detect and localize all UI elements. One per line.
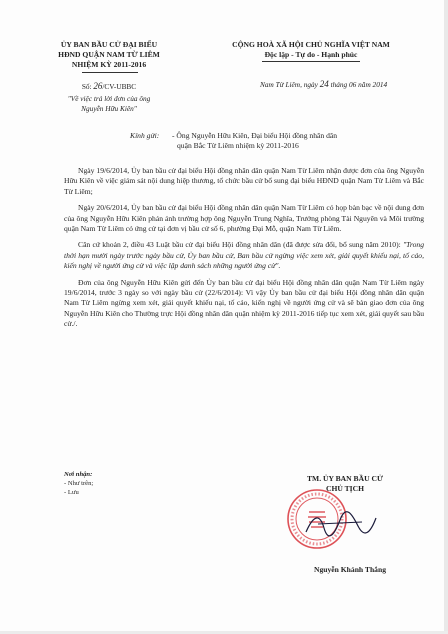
subject-line-1: "Về việc trả lời đơn của ông xyxy=(67,94,151,103)
handwritten-signature-icon xyxy=(300,510,380,540)
place-date-prefix: Nam Từ Liêm, ngày xyxy=(260,80,318,89)
national-motto: Độc lập - Tự do - Hạnh phúc xyxy=(264,50,358,59)
motto-underline xyxy=(262,61,360,62)
addressee-line-2: quận Bắc Từ Liêm nhiệm kỳ 2011-2016 xyxy=(177,141,299,151)
national-header xyxy=(200,40,422,60)
recipients-title: Nơi nhận: xyxy=(64,471,93,478)
number-prefix: Số: xyxy=(81,82,92,91)
national-title: CỘNG HOÀ XÃ HỘI CHỦ NGHĨA VIỆT NAM xyxy=(232,40,390,49)
addressee-block xyxy=(130,131,430,151)
paragraph-3-quote: "Trong thời hạn mười ngày trước ngày bầu cử, Ủy ban bầu cử, Ban bầu cử ngừng việc xem xét, giải quyết khiếu nại, tố cáo, kiến nghị về người ứng cử và việc lập danh sách những người ứng cử". xyxy=(64,240,424,271)
date-year: 2014 xyxy=(372,80,388,89)
authority-line-3: NHIỆM KỲ 2011-2016 xyxy=(71,60,147,69)
paragraph-3 xyxy=(64,240,424,271)
paragraph-1: Ngày 19/6/2014, Ủy ban bầu cử đại biểu Hội đồng nhân dân quận Nam Từ Liêm nhận được đơn của ông Nguyễn Hữu Kiên về việc giám sát nội dung hiệp thương, tổ chức bầu cử bổ sung đại biểu HĐND quận Nam Từ Liêm và Bắc Từ Liêm; xyxy=(64,166,424,196)
issuing-authority xyxy=(38,40,180,70)
recipients-item-1: - Như trên; xyxy=(64,480,94,487)
subject-line-2: Nguyễn Hữu Kiên" xyxy=(81,103,137,113)
paragraph-2: Ngày 20/6/2014, Ủy ban bầu cử đại biểu Hội đồng nhân dân quận Nam Từ Liêm có họp bàn bạc về nội dung đơn của ông Nguyễn Hữu Kiên phản ánh trường hợp ông Nguyễn Trung Nghĩa, Trưởng phòng Tài Nguyên và Môi trường quận Nam Từ Liêm có ứng cử tại đơn vị bầu cử số 6, phường Đại Mỗ, quận Nam Từ Liêm. xyxy=(64,203,424,234)
authority-line-2: HĐND QUẬN NAM TỪ LIÊM xyxy=(58,50,160,59)
paragraph-3-text: Căn cứ khoản 2, điều 43 Luật bầu cử đại biểu Hội đồng nhân dân (đã được sửa đổi, bổ sung năm 2010): xyxy=(78,240,403,250)
recipients-list xyxy=(64,470,164,497)
authority-underline xyxy=(82,72,138,73)
authority-line-1: ỦY BAN BẦU CỬ ĐẠI BIỂU xyxy=(60,40,158,49)
number-handwritten: 26 xyxy=(93,81,103,91)
addressee-line-1: - Ông Nguyễn Hữu Kiên, Đại biểu Hội đồng nhân dân xyxy=(172,131,338,140)
scan-edge-right xyxy=(444,0,448,634)
paragraph-4: Đơn của ông Nguyễn Hữu Kiên gửi đến Ủy ban bầu cử đại biểu Hội đồng nhân dân quận Nam Từ Liêm ngày 19/6/2014, trước 3 ngày so với ngày bầu cử (22/6/2014): Vì vậy Ủy ban bầu cử đại biểu Hội đồng nhân dân quận Nam Từ Liêm ngừng xem xét, giải quyết khiếu nại, tố cáo, kiến nghị về người ứng cử và sẽ bàn giao đơn của ông Nguyễn Hữu Kiên cho Thường trực Hội đồng nhân dân quận nhiệm kỳ 2011-2016 tiếp tục xem xét, giải quyết sau bầu cử./. xyxy=(64,277,424,329)
date-day: 24 xyxy=(319,79,329,89)
date-month: 06 xyxy=(349,80,357,89)
number-suffix: /CV-UBBC xyxy=(102,82,137,91)
signer-name: Nguyễn Khánh Thắng xyxy=(313,565,387,574)
document-subject xyxy=(38,94,180,113)
letter-body xyxy=(64,166,424,330)
signature-title: TM. ỦY BAN BẦU CỬ xyxy=(306,474,383,483)
document-number xyxy=(38,82,180,92)
date-month-word: tháng xyxy=(330,80,348,89)
date-year-word: năm xyxy=(358,80,371,89)
place-date xyxy=(260,80,430,90)
signature-role: CHỦ TỊCH xyxy=(325,484,365,493)
recipients-item-2: - Lưu xyxy=(64,489,79,496)
addressee-label: Kính gửi: xyxy=(130,131,160,140)
